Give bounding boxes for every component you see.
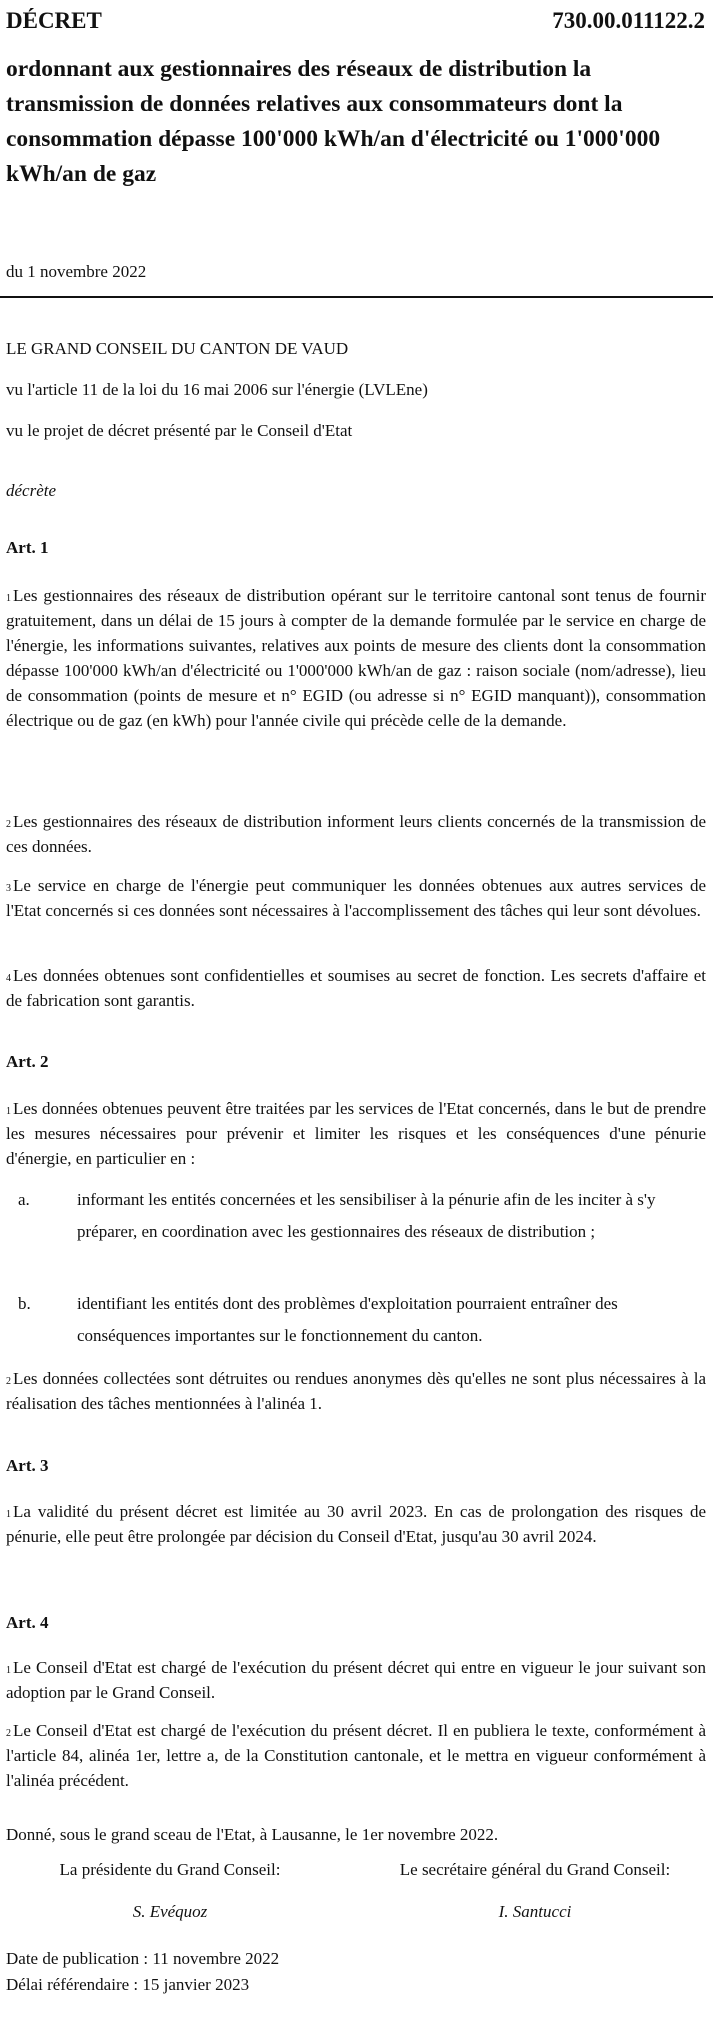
- document-type: DÉCRET: [6, 8, 102, 33]
- list-item-marker: a.: [18, 1190, 30, 1209]
- art1-p4-text: Les données obtenues sont confidentielles et soumises au secret de fonction. Les secrets d'affaire et de fabrication sont garantis.: [6, 966, 706, 1010]
- art1-p2-text: Les gestionnaires des réseaux de distribution informent leurs clients concernés de la transmission de ces données.: [6, 812, 706, 856]
- decree-date: du 1 novembre 2022: [6, 262, 147, 281]
- divider: [0, 296, 713, 298]
- vu-line-1: vu l'article 11 de la loi du 16 mai 2006 sur l'énergie (LVLEne): [6, 380, 428, 399]
- art4-p2-number: 2: [6, 1728, 11, 1739]
- art4-heading: Art. 4: [6, 1613, 49, 1632]
- art1-p3-text: Le service en charge de l'énergie peut communiquer les données obtenues aux autres services de l'Etat concernés si ces données sont nécessaires à l'accomplissement des tâches qui leur sont dévolues.: [6, 876, 706, 920]
- art4-paragraph-2: [6, 1718, 706, 1793]
- closing-statement: Donné, sous le grand sceau de l'Etat, à Lausanne, le 1er novembre 2022.: [6, 1825, 499, 1844]
- authority: LE GRAND CONSEIL DU CANTON DE VAUD: [6, 339, 349, 358]
- art1-p3-number: 3: [6, 883, 11, 894]
- vu-line-2: vu le projet de décret présenté par le Conseil d'Etat: [6, 421, 353, 440]
- art2-heading: Art. 2: [6, 1052, 49, 1071]
- art1-paragraph-1: [6, 583, 706, 733]
- art3-p1-number: 1: [6, 1509, 11, 1520]
- signature-left-name-text: S. Evéquoz: [132, 1902, 208, 1921]
- art1-p1-number: 1: [6, 593, 11, 604]
- art1-paragraph-2: [6, 809, 706, 859]
- list-item-text: informant les entités concernées et les sensibiliser à la pénurie afin de les inciter à s'y préparer, en coordination avec les gestionnaires des réseaux de distribution ;: [77, 1190, 656, 1241]
- art4-p1-text: Le Conseil d'Etat est chargé de l'exécution du présent décret qui entre en vigueur le jour suivant son adoption par le Grand Conseil.: [6, 1658, 706, 1702]
- art1-p4-number: 4: [6, 973, 11, 984]
- art4-paragraph-1: [6, 1655, 706, 1705]
- art1-paragraph-3: [6, 873, 706, 923]
- publication-date: Date de publication : 11 novembre 2022: [6, 1949, 280, 1968]
- list-item-marker: b.: [18, 1294, 31, 1313]
- art1-paragraph-4: [6, 963, 706, 1013]
- signature-right-name: [360, 1902, 710, 1922]
- referendum-delay: Délai référendaire : 15 janvier 2023: [6, 1975, 250, 1994]
- signature-left-title: La présidente du Grand Conseil:: [59, 1860, 281, 1879]
- signature-right-title: Le secrétaire général du Grand Conseil:: [399, 1860, 671, 1879]
- art4-p2-text: Le Conseil d'Etat est chargé de l'exécution du présent décret. Il en publiera le texte, conformément à l'article 84, alinéa 1er, lettre a, de la Constitution cantonale, et le mettra en vigueur conformément à l'alinéa précédent.: [6, 1721, 706, 1790]
- art1-p2-number: 2: [6, 819, 11, 830]
- art1-heading: Art. 1: [6, 538, 49, 557]
- decrete: décrète: [6, 481, 57, 500]
- art3-p1-text: La validité du présent décret est limitée au 30 avril 2023. En cas de prolongation des risques de pénurie, elle peut être prolongée par décision du Conseil d'Etat, jusqu'au 30 avril 2024.: [6, 1502, 706, 1546]
- art3-heading: Art. 3: [6, 1456, 49, 1475]
- art2-p2-text: Les données collectées sont détruites ou rendues anonymes dès qu'elles ne sont plus nécessaires à la réalisation des tâches mentionnées à l'alinéa 1.: [6, 1369, 706, 1413]
- decree-title: ordonnant aux gestionnaires des réseaux de distribution la transmission de données relatives aux consommateurs dont la consommation dépasse 100'000 kWh/an d'électricité ou 1'000'000 kWh/an de gaz: [6, 56, 661, 187]
- art2-p1-number: 1: [6, 1106, 11, 1117]
- art4-p1-number: 1: [6, 1665, 11, 1676]
- art2-paragraph-1: [6, 1096, 706, 1171]
- art3-paragraph-1: [6, 1499, 706, 1549]
- document-number: 730.00.011122.2: [552, 8, 705, 33]
- art1-p1-text: Les gestionnaires des réseaux de distribution opérant sur le territoire cantonal sont tenus de fournir gratuitement, dans un délai de 15 jours à compter de la demande formulée par le service en charge de l'énergie, les informations suivantes, relatives aux points de mesure des clients dont la consommation dépasse 100'000 kWh/an d'électricité ou 1'000'000 kWh/an de gaz : raison sociale (nom/adresse), lieu de consommation (points de mesure et n° EGID (ou adresse si n° EGID manquant)), consommation électrique ou de gaz (en kWh) pour l'année civile qui précède celle de la demande.: [6, 586, 706, 730]
- art2-paragraph-2: [6, 1366, 706, 1416]
- signature-right-name-text: I. Santucci: [498, 1902, 572, 1921]
- list-item-text: identifiant les entités dont des problèmes d'exploitation pourraient entraîner des conséquences importantes sur le fonctionnement du canton.: [77, 1294, 618, 1345]
- art2-p2-number: 2: [6, 1376, 11, 1387]
- art2-p1-text: Les données obtenues peuvent être traitées par les services de l'Etat concernés, dans le but de prendre les mesures nécessaires pour prévenir et limiter les risques et les conséquences d'une pénurie d'énergie, en particulier en :: [6, 1099, 706, 1168]
- signature-left-name: [20, 1902, 320, 1922]
